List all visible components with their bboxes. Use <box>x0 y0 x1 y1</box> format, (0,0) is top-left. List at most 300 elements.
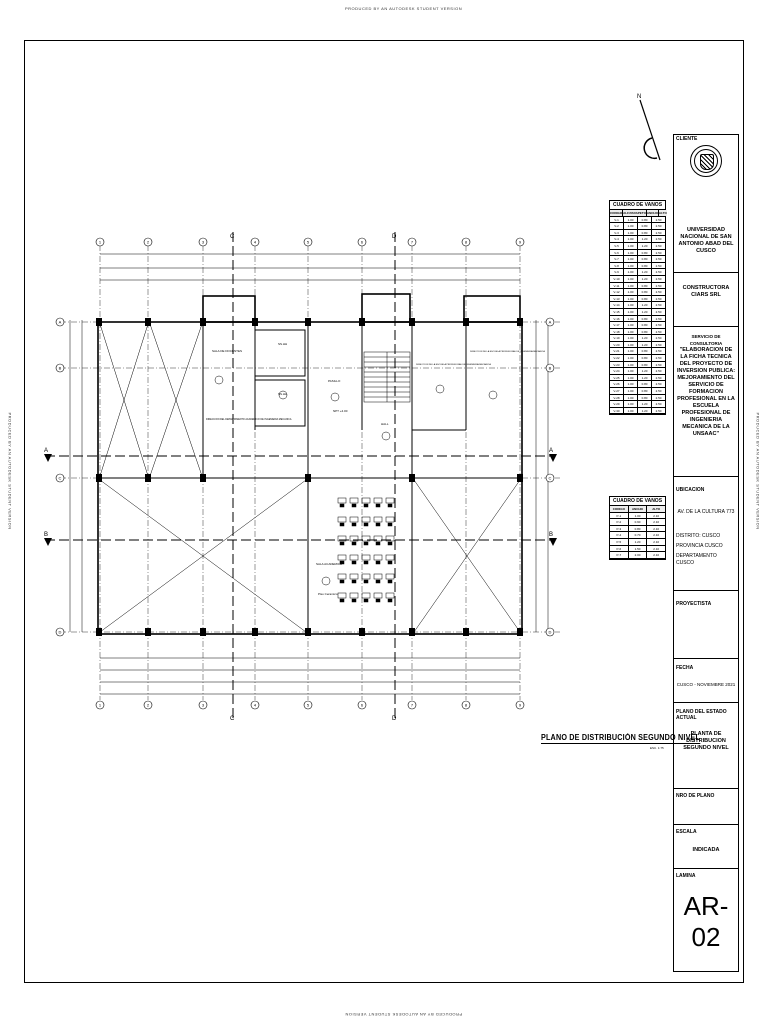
vanos-windows-row <box>610 401 665 408</box>
desk <box>338 593 346 598</box>
vanos-doors-row <box>610 526 665 533</box>
vanos-windows-cell: ALTO <box>658 211 667 215</box>
vanos-windows-row <box>610 296 665 303</box>
vanos-doors-cell: 2.10 <box>653 533 660 538</box>
vanos-windows-cell: V-26 <box>610 381 624 387</box>
vanos-windows-row <box>610 408 665 415</box>
vanos-doors-row <box>610 539 665 546</box>
vanos-windows-row <box>610 362 665 369</box>
vanos-windows-cell: 0.80 <box>638 250 652 256</box>
chair <box>388 542 392 545</box>
vanos-windows-cell: 2.50 <box>655 217 662 222</box>
vanos-windows-row <box>610 250 665 257</box>
chair <box>364 542 368 545</box>
section-mark-a-right <box>549 448 557 462</box>
student-stamp-top: PRODUCED BY AN AUTODESK STUDENT VERSION <box>345 6 463 11</box>
vanos-windows-cell: 2.50 <box>655 382 662 387</box>
tb-cliente <box>674 135 738 273</box>
vanos-windows-cell: 1.00 <box>624 276 638 282</box>
vanos-doors-cell: 2.10 <box>653 553 660 558</box>
vanos-windows-cell: 1.00 <box>624 223 638 229</box>
vanos-windows-cell: 1.00 <box>624 243 638 249</box>
grid-bubble-top-6 <box>358 238 366 246</box>
vanos-windows-cell: 1.00 <box>624 342 638 348</box>
desk <box>374 593 382 598</box>
svg-text:A: A <box>549 448 554 454</box>
plan-title: PLANO DE DISTRIBUCIÓN SEGUNDO NIVEL <box>541 733 701 742</box>
vanos-doors-row <box>610 532 665 539</box>
tb-servicio <box>674 327 738 477</box>
vanos-windows-row <box>610 381 665 388</box>
vanos-table-windows-title: CUADRO DE VANOS <box>610 201 665 210</box>
tb-lamina <box>674 869 738 971</box>
vanos-doors-cell: P-2 <box>610 519 629 525</box>
vanos-windows-cell: 0.80 <box>638 388 652 394</box>
section-mark-b-left <box>44 532 52 546</box>
north-arrow-icon <box>637 94 660 160</box>
desk <box>386 574 394 579</box>
chair <box>388 523 392 526</box>
grid-bubble-left-A <box>56 318 64 326</box>
vanos-windows-cell: 1.20 <box>638 368 652 374</box>
vanos-windows-cell: 1.00 <box>624 381 638 387</box>
vanos-doors-cell: 2.10 <box>653 513 660 518</box>
vanos-windows-cell: 2.50 <box>655 389 662 394</box>
vanos-table-doors-title: CUADRO DE VANOS <box>610 497 665 506</box>
grid-bubble-left-D <box>56 628 64 636</box>
desk <box>386 593 394 598</box>
vanos-windows-row <box>610 283 665 290</box>
tb-ubicacion-label: UBICACION <box>676 487 705 493</box>
vanos-windows-row <box>610 276 665 283</box>
vanos-windows-cell: 1.00 <box>624 348 638 354</box>
vanos-windows-cell: 1.20 <box>638 342 652 348</box>
vanos-windows-cell: V-29 <box>610 401 624 407</box>
tb-nro-plano-label: NRO DE PLANO <box>676 793 715 799</box>
vanos-windows-row <box>610 243 665 250</box>
chair <box>376 561 380 564</box>
vanos-windows-cell: 1.00 <box>624 316 638 322</box>
vanos-doors-cell: P-7 <box>610 552 629 558</box>
vanos-windows-row <box>610 256 665 263</box>
vanos-windows-cell: 0.80 <box>638 223 652 229</box>
vanos-windows-row <box>610 217 665 224</box>
vanos-windows-cell: 2.50 <box>655 349 662 354</box>
vanos-windows-cell: ANCHO <box>646 211 658 215</box>
grid-bubble-bottom-3 <box>199 701 207 709</box>
grid-bubbles-right <box>546 318 554 636</box>
vanos-windows-cell: 2.50 <box>655 356 662 361</box>
grid-bubble-right-C <box>546 474 554 482</box>
vanos-windows-cell: V-7 <box>610 256 624 262</box>
svg-text:C: C <box>230 234 235 240</box>
tb-plano-value: PLANTA DE DISTRIBUCION SEGUNDO NIVEL <box>683 731 729 751</box>
chair <box>352 599 356 602</box>
vanos-windows-cell: V-15 <box>610 309 624 315</box>
tb-distrito: DISTRITO: CUSCO <box>676 533 721 539</box>
vanos-windows-cell: 1.00 <box>624 217 638 223</box>
desk <box>350 517 358 522</box>
grid-bubble-top-1 <box>96 238 104 246</box>
vanos-windows-cell: V-22 <box>610 355 624 361</box>
vanos-windows-row <box>610 289 665 296</box>
room-label-sala-docentes: SALA DE DOCENTES <box>212 349 243 353</box>
desk <box>386 555 394 560</box>
desk <box>350 593 358 598</box>
vanos-windows-cell: V-20 <box>610 342 624 348</box>
vanos-windows-cell: V-27 <box>610 388 624 394</box>
svg-text:D: D <box>548 629 552 635</box>
tb-lamina-label: LAMINA <box>676 873 696 879</box>
student-stamp-right: PRODUCED BY AN AUTODESK STUDENT VERSION <box>755 412 761 530</box>
university-seal-icon <box>690 145 722 177</box>
vanos-windows-cell: V-14 <box>610 302 624 308</box>
tb-departamento: DEPARTAMENTO CUSCO <box>676 553 717 566</box>
vanos-windows-cell: 0.80 <box>638 362 652 368</box>
vanos-doors-cell: 1.00 <box>629 513 648 519</box>
vanos-windows-cell: V-3 <box>610 230 624 236</box>
vanos-windows-cell: 1.00 <box>624 296 638 302</box>
grid-bubble-bottom-1 <box>96 701 104 709</box>
vanos-doors-cell: ANCHO <box>629 506 648 512</box>
vanos-doors-cell: 0.80 <box>629 526 648 532</box>
staircase <box>364 352 410 402</box>
desk <box>362 593 370 598</box>
vanos-windows-cell: 1.00 <box>624 256 638 262</box>
vanos-windows-cell: 2.50 <box>655 276 662 281</box>
tb-proyectista <box>674 591 738 659</box>
vanos-windows-cell: V-30 <box>610 408 624 414</box>
svg-text:7: 7 <box>410 239 414 245</box>
vanos-windows-cell: 2.50 <box>655 257 662 262</box>
vanos-windows-cell: 0.80 <box>638 283 652 289</box>
vanos-windows-cell: V-6 <box>610 250 624 256</box>
vanos-windows-row <box>610 388 665 395</box>
tb-escala <box>674 825 738 869</box>
vanos-windows-cell: 2.50 <box>655 408 662 413</box>
chair <box>352 542 356 545</box>
svg-text:2: 2 <box>146 702 150 708</box>
vanos-windows-cell: 2.50 <box>655 230 662 235</box>
vanos-windows-cell: 1.00 <box>624 355 638 361</box>
student-stamp-bottom: PRODUCED BY AN AUTODESK STUDENT VERSION <box>345 1012 463 1017</box>
vanos-windows-cell: 2.50 <box>655 237 662 242</box>
svg-text:1: 1 <box>98 702 102 708</box>
svg-text:8: 8 <box>464 702 468 708</box>
desk <box>386 498 394 503</box>
vanos-windows-cell: 1.20 <box>638 302 652 308</box>
vanos-windows-cell: V-12 <box>610 289 624 295</box>
chair <box>352 561 356 564</box>
vanos-windows-cell: 2.50 <box>655 342 662 347</box>
svg-text:C: C <box>58 475 62 481</box>
chair <box>388 580 392 583</box>
vanos-doors-cell: 2.10 <box>653 520 660 525</box>
svg-text:5: 5 <box>306 702 310 708</box>
tb-cliente-name: UNIVERSIDAD NACIONAL DE SAN ANTONIO ABAD DEL CUSCO <box>678 227 734 254</box>
tb-provincia: PROVINCIA CUSCO <box>676 543 723 549</box>
desk <box>338 517 346 522</box>
chair <box>340 542 344 545</box>
vanos-windows-cell: V-9 <box>610 269 624 275</box>
room-label-direccion-departamento: DIRECCION DEL DEPARTAMENTO ACADEMICO DE INGENIERIA MECANICA <box>206 418 292 421</box>
tb-ubicacion <box>674 477 738 591</box>
vanos-windows-cell: 0.80 <box>638 348 652 354</box>
section-mark-c-top <box>230 234 235 240</box>
tb-fecha-value: CUSCO - NOVIEMBRE 2021 <box>676 682 736 687</box>
vanos-windows-cell: 1.00 <box>624 263 638 269</box>
vanos-windows-cell: 1.20 <box>638 335 652 341</box>
svg-text:D: D <box>392 234 397 240</box>
vanos-windows-row <box>610 302 665 309</box>
vanos-doors-row <box>610 552 665 559</box>
vanos-windows-cell: 1.20 <box>638 375 652 381</box>
desk <box>362 517 370 522</box>
svg-text:D: D <box>392 716 397 722</box>
title-block <box>673 134 739 972</box>
tb-fecha-label: FECHA <box>676 665 694 671</box>
svg-text:6: 6 <box>360 239 364 245</box>
svg-text:D: D <box>58 629 62 635</box>
desk <box>374 517 382 522</box>
student-stamp-left: PRODUCED BY AN AUTODESK STUDENT VERSION <box>7 412 13 530</box>
vanos-windows-cell: 1.20 <box>638 276 652 282</box>
vanos-doors-cell: P-6 <box>610 546 629 552</box>
chair <box>388 504 392 507</box>
room-label-npt: NPT +4.00 <box>333 409 348 413</box>
chair <box>376 523 380 526</box>
desk <box>374 498 382 503</box>
vanos-table-doors <box>609 496 666 560</box>
vanos-doors-cell: 1.20 <box>629 539 648 545</box>
vanos-windows-cell: 1.00 <box>624 250 638 256</box>
vanos-windows-cell: V-13 <box>610 296 624 302</box>
vanos-windows-cell: 1.20 <box>638 269 652 275</box>
grid-bubbles-top <box>96 238 524 246</box>
section-mark-d-top <box>392 234 397 240</box>
desk <box>362 498 370 503</box>
vanos-windows-cell: 0.80 <box>638 355 652 361</box>
svg-text:3: 3 <box>201 239 205 245</box>
section-mark-a-left <box>44 448 52 462</box>
section-cuts <box>45 232 555 720</box>
vanos-windows-cell: 2.50 <box>655 270 662 275</box>
vanos-windows-cell: 1.00 <box>624 388 638 394</box>
chair <box>364 580 368 583</box>
section-mark-c-bottom <box>230 716 235 722</box>
tb-plano-label: PLANO DEL ESTADO ACTUAL <box>676 709 727 721</box>
tb-plano <box>674 703 738 789</box>
svg-text:N: N <box>637 94 642 100</box>
chair <box>340 504 344 507</box>
chair <box>340 599 344 602</box>
vanos-windows-cell: 0.80 <box>638 381 652 387</box>
room-label-pasillo: PASILLO <box>328 379 341 383</box>
vanos-windows-cell: 2.50 <box>655 323 662 328</box>
vanos-doors-cell: 2.10 <box>653 546 660 551</box>
tb-nro-plano <box>674 789 738 825</box>
grid-bubble-right-D <box>546 628 554 636</box>
vanos-doors-cell: P-3 <box>610 526 629 532</box>
vanos-windows-cell: 1.00 <box>624 236 638 242</box>
grid-bubble-bottom-8 <box>462 701 470 709</box>
vanos-windows-cell: V-17 <box>610 322 624 328</box>
vanos-windows-row <box>610 316 665 323</box>
vanos-doors-cell: P-4 <box>610 532 629 538</box>
grid-bubble-bottom-4 <box>251 701 259 709</box>
vanos-doors-cell: 2.10 <box>653 526 660 531</box>
tb-fecha <box>674 659 738 703</box>
vanos-windows-cell: 0.80 <box>638 289 652 295</box>
svg-text:8: 8 <box>464 239 468 245</box>
tb-constructora <box>674 273 738 327</box>
desk <box>362 555 370 560</box>
grid-bubble-top-5 <box>304 238 312 246</box>
grid-bubble-top-9 <box>516 238 524 246</box>
section-mark-d-bottom <box>392 716 397 722</box>
vanos-doors-cell: 2.00 <box>629 552 648 558</box>
grid-bubble-top-4 <box>251 238 259 246</box>
chair <box>388 599 392 602</box>
grid-bubble-bottom-2 <box>144 701 152 709</box>
chair <box>340 580 344 583</box>
svg-text:C: C <box>230 716 235 722</box>
tb-servicio-label: SERVICIO DE CONSULTORIA <box>689 334 723 346</box>
svg-text:5: 5 <box>306 239 310 245</box>
vanos-windows-row <box>610 322 665 329</box>
tb-constructora-name: CONSTRUCTORA CIARS SRL <box>682 285 730 298</box>
svg-text:9: 9 <box>518 702 522 708</box>
exterior-walls <box>98 294 522 634</box>
tb-cliente-label: CLIENTE <box>676 136 698 142</box>
chair <box>352 580 356 583</box>
classroom-desks <box>338 498 394 602</box>
vanos-windows-row <box>610 355 665 362</box>
tb-escala-label: ESCALA <box>676 829 697 835</box>
vanos-windows-cell: V-18 <box>610 329 624 335</box>
vanos-windows-cell: 1.00 <box>624 401 638 407</box>
vanos-windows-cell: 2.50 <box>655 243 662 248</box>
vanos-windows-cell: 1.00 <box>624 322 638 328</box>
vanos-windows-row <box>610 395 665 402</box>
room-label-ss-hh-2: SS.HH <box>278 392 288 396</box>
chair <box>340 523 344 526</box>
vanos-windows-cell: V-2 <box>610 223 624 229</box>
svg-text:7: 7 <box>410 702 414 708</box>
svg-text:6: 6 <box>360 702 364 708</box>
vanos-windows-cell: 2.50 <box>655 224 662 229</box>
vanos-windows-cell: V-23 <box>610 362 624 368</box>
room-label-ss-hh-1: SS.HH <box>278 342 288 346</box>
vanos-windows-cell: 2.50 <box>655 402 662 407</box>
vanos-doors-cell: P-1 <box>610 513 629 519</box>
desk <box>350 498 358 503</box>
vanos-windows-cell: 1.20 <box>638 236 652 242</box>
vanos-windows-cell: CODIGO <box>610 211 623 215</box>
vanos-doors-row <box>610 513 665 520</box>
vanos-windows-cell: V-25 <box>610 375 624 381</box>
vanos-doors-cell: ALTO <box>647 506 665 512</box>
grid-bubble-left-B <box>56 364 64 372</box>
vanos-windows-row <box>610 342 665 349</box>
chair <box>376 542 380 545</box>
grid-bubble-right-B <box>546 364 554 372</box>
tb-ubicacion-address: AV. DE LA CULTURA 773 <box>677 509 735 515</box>
vanos-windows-cell: 1.00 <box>624 309 638 315</box>
desk <box>338 498 346 503</box>
vanos-windows-cell: 1.00 <box>624 368 638 374</box>
vanos-windows-cell: 2.50 <box>655 283 662 288</box>
vanos-windows-cell: V-19 <box>610 335 624 341</box>
vanos-windows-row <box>610 375 665 382</box>
vanos-windows-cell: V-10 <box>610 276 624 282</box>
vanos-windows-cell: 2.50 <box>655 309 662 314</box>
room-label-sala-academica: SALA ACADEMICA <box>316 562 343 566</box>
svg-text:4: 4 <box>253 239 257 245</box>
vanos-windows-cell: 1.00 <box>624 329 638 335</box>
svg-text:A: A <box>58 319 62 325</box>
desk <box>338 555 346 560</box>
chair <box>376 504 380 507</box>
vanos-windows-cell: 2.50 <box>655 250 662 255</box>
vanos-doors-cell: 0.90 <box>629 519 648 525</box>
vanos-doors-cell: 2.10 <box>653 539 660 544</box>
vanos-windows-cell: V-1 <box>610 217 624 223</box>
svg-text:2: 2 <box>146 239 150 245</box>
vanos-windows-cell: 2.50 <box>655 362 662 367</box>
svg-text:3: 3 <box>201 702 205 708</box>
vanos-windows-row <box>610 223 665 230</box>
desk <box>386 517 394 522</box>
vanos-windows-cell: 2.50 <box>655 263 662 268</box>
room-label-hall: HALL <box>381 422 389 426</box>
grid-bubble-right-A <box>546 318 554 326</box>
vanos-doors-header-row <box>610 506 665 513</box>
desk <box>362 574 370 579</box>
tb-proyectista-label: PROYECTISTA <box>676 601 712 607</box>
vanos-doors-row <box>610 519 665 526</box>
vanos-windows-cell: 0.80 <box>638 329 652 335</box>
vanos-doors-cell: P-5 <box>610 539 629 545</box>
vanos-windows-cell: 0.80 <box>638 395 652 401</box>
vanos-windows-cell: 0.80 <box>638 256 652 262</box>
grid-bubble-left-C <box>56 474 64 482</box>
grid-bubbles-bottom <box>96 701 524 709</box>
desk <box>374 555 382 560</box>
vanos-windows-cell: 2.50 <box>655 395 662 400</box>
vanos-doors-cell: 0.70 <box>629 532 648 538</box>
grid-bubble-top-2 <box>144 238 152 246</box>
chair <box>364 561 368 564</box>
vanos-windows-cell: 1.00 <box>624 302 638 308</box>
svg-text:A: A <box>44 448 49 454</box>
svg-text:B: B <box>44 532 49 538</box>
svg-text:B: B <box>548 365 552 371</box>
vanos-windows-row <box>610 335 665 342</box>
desk <box>338 574 346 579</box>
level-markers <box>215 376 497 585</box>
desk <box>374 574 382 579</box>
vanos-windows-cell: 1.00 <box>624 362 638 368</box>
vanos-windows-cell: 1.20 <box>638 408 652 414</box>
grid-bubble-bottom-9 <box>516 701 524 709</box>
vanos-windows-cell: 0.80 <box>638 263 652 269</box>
vanos-windows-cell: V-24 <box>610 368 624 374</box>
svg-text:1: 1 <box>98 239 102 245</box>
chair <box>376 580 380 583</box>
tb-escala-value: INDICADA <box>692 847 720 853</box>
desk <box>350 555 358 560</box>
